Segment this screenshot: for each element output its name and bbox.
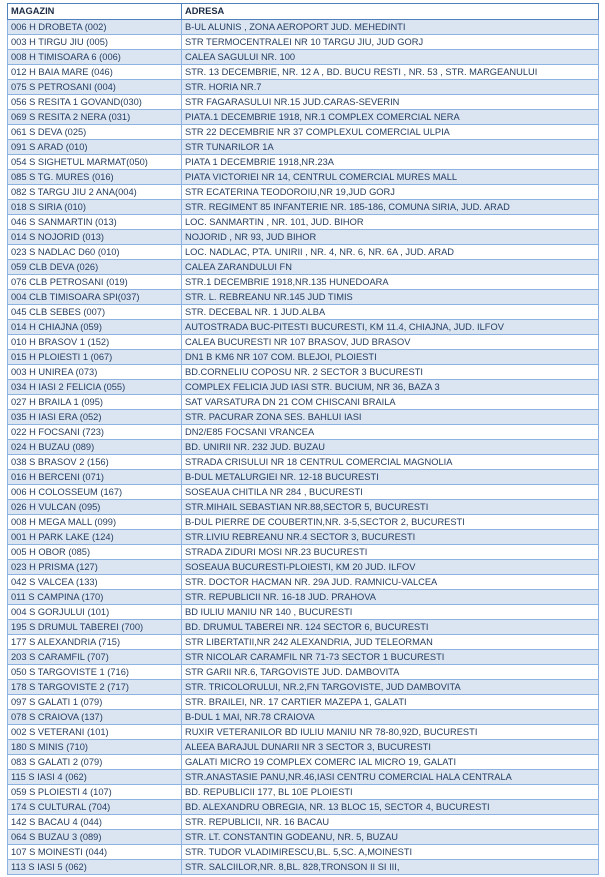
store-address-cell: ALEEA BARAJUL DUNARII NR 3 SECTOR 3, BUCURESTI <box>182 740 599 755</box>
store-name-cell: 003 H TIRGU JIU (005) <box>8 35 182 50</box>
store-name-cell: 018 S SIRIA (010) <box>8 200 182 215</box>
store-name-cell: 113 S IASI 5 (062) <box>8 860 182 875</box>
store-name-cell: 195 S DRUMUL TABEREI (700) <box>8 620 182 635</box>
store-address-cell: STR LIBERTATII,NR 242 ALEXANDRIA, JUD TELEORMAN <box>182 635 599 650</box>
store-address-cell: COMPLEX FELICIA JUD IASI STR. BUCIUM, NR 36, BAZA 3 <box>182 380 599 395</box>
store-address-cell: CALEA BUCURESTI NR 107 BRASOV, JUD BRASOV <box>182 335 599 350</box>
store-address-cell: STR. TUDOR VLADIMIRESCU,BL. 5,SC. A,MOINESTI <box>182 845 599 860</box>
table-row <box>8 65 599 80</box>
store-address-cell: STR ECATERINA TEODOROIU,NR 19,JUD GORJ <box>182 185 599 200</box>
store-address-cell: PIATA.1 DECEMBRIE 1918, NR.1 COMPLEX COMERCIAL NERA <box>182 110 599 125</box>
store-address-cell: GALATI MICRO 19 COMPLEX COMERC IAL MICRO 19, GALATI <box>182 755 599 770</box>
store-name-cell: 034 H IASI 2 FELICIA (055) <box>8 380 182 395</box>
store-name-cell: 027 H BRAILA 1 (095) <box>8 395 182 410</box>
table-row <box>8 560 599 575</box>
table-row <box>8 770 599 785</box>
store-name-cell: 054 S SIGHETUL MARMAT(050) <box>8 155 182 170</box>
table-row <box>8 605 599 620</box>
store-name-cell: 045 CLB SEBES (007) <box>8 305 182 320</box>
table-row <box>8 125 599 140</box>
table-row <box>8 455 599 470</box>
table-row <box>8 635 599 650</box>
store-name-cell: 064 S BUZAU 3 (089) <box>8 830 182 845</box>
store-name-cell: 024 H BUZAU (089) <box>8 440 182 455</box>
table-row <box>8 50 599 65</box>
table-row <box>8 785 599 800</box>
table-row <box>8 800 599 815</box>
store-address-cell: STR. LT. CONSTANTIN GODEANU, NR. 5, BUZAU <box>182 830 599 845</box>
store-name-cell: 008 H TIMISOARA 6 (006) <box>8 50 182 65</box>
store-name-cell: 046 S SANMARTIN (013) <box>8 215 182 230</box>
store-name-cell: 061 S DEVA (025) <box>8 125 182 140</box>
table-row <box>8 680 599 695</box>
store-name-cell: 003 H UNIREA (073) <box>8 365 182 380</box>
store-address-cell: B-UL ALUNIS , ZONA AEROPORT JUD. MEHEDINTI <box>182 20 599 35</box>
store-name-cell: 011 S CAMPINA (170) <box>8 590 182 605</box>
table-row <box>8 710 599 725</box>
store-name-cell: 022 H FOCSANI (723) <box>8 425 182 440</box>
store-address-cell: STR. PACURAR ZONA SES. BAHLUI IASI <box>182 410 599 425</box>
table-row <box>8 395 599 410</box>
table-row <box>8 590 599 605</box>
store-address-cell: LOC. NADLAC, PTA. UNIRII , NR. 4, NR. 6, NR. 6A , JUD. ARAD <box>182 245 599 260</box>
store-address-cell: DN2/E85 FOCSANI VRANCEA <box>182 425 599 440</box>
store-name-cell: 015 H PLOIESTI 1 (067) <box>8 350 182 365</box>
store-name-cell: 142 S BACAU 4 (044) <box>8 815 182 830</box>
store-name-cell: 006 H COLOSSEUM (167) <box>8 485 182 500</box>
store-address-cell: CALEA SAGULUI NR. 100 <box>182 50 599 65</box>
store-name-cell: 078 S CRAIOVA (137) <box>8 710 182 725</box>
table-row <box>8 230 599 245</box>
store-address-cell: STR.1 DECEMBRIE 1918,NR.135 HUNEDOARA <box>182 275 599 290</box>
store-address-cell: STR. HORIA NR.7 <box>182 80 599 95</box>
store-name-cell: 006 H DROBETA (002) <box>8 20 182 35</box>
store-name-cell: 097 S GALATI 1 (079) <box>8 695 182 710</box>
table-row <box>8 200 599 215</box>
store-name-cell: 180 S MINIS (710) <box>8 740 182 755</box>
store-name-cell: 005 H OBOR (085) <box>8 545 182 560</box>
table-row <box>8 95 599 110</box>
store-address-cell: BD. UNIRII NR. 232 JUD. BUZAU <box>182 440 599 455</box>
store-name-cell: 203 S CARAMFIL (707) <box>8 650 182 665</box>
store-name-cell: 091 S ARAD (010) <box>8 140 182 155</box>
store-name-cell: 023 S NADLAC D60 (010) <box>8 245 182 260</box>
store-address-cell: STR. DOCTOR HACMAN NR. 29A JUD. RAMNICU-VALCEA <box>182 575 599 590</box>
table-row <box>8 500 599 515</box>
store-address-cell: LOC. SANMARTIN , NR. 101, JUD. BIHOR <box>182 215 599 230</box>
table-row <box>8 845 599 860</box>
table-row <box>8 215 599 230</box>
store-name-cell: 056 S RESITA 1 GOVAND(030) <box>8 95 182 110</box>
store-name-cell: 069 S RESITA 2 NERA (031) <box>8 110 182 125</box>
store-address-cell: STR. 13 DECEMBRIE, NR. 12 A , BD. BUCU RESTI , NR. 53 , STR. MARGEANULUI <box>182 65 599 80</box>
store-name-cell: 115 S IASI 4 (062) <box>8 770 182 785</box>
store-address-cell: STRADA ZIDURI MOSI NR.23 BUCURESTI <box>182 545 599 560</box>
store-address-cell: STRADA CRISULUI NR 18 CENTRUL COMERCIAL MAGNOLIA <box>182 455 599 470</box>
table-header-row <box>8 4 599 20</box>
store-name-cell: 076 CLB PETROSANI (019) <box>8 275 182 290</box>
store-address-cell: STR. TRICOLORULUI, NR.2,FN TARGOVISTE, JUD DAMBOVITA <box>182 680 599 695</box>
store-address-cell: PIATA 1 DECEMBRIE 1918,NR.23A <box>182 155 599 170</box>
store-address-cell: STR GARII NR.6, TARGOVISTE JUD. DAMBOVITA <box>182 665 599 680</box>
store-address-cell: STR. DECEBAL NR. 1 JUD.ALBA <box>182 305 599 320</box>
table-row <box>8 380 599 395</box>
store-address-cell: SOSEAUA BUCURESTI-PLOIESTI, KM 20 JUD. ILFOV <box>182 560 599 575</box>
store-table <box>7 3 599 875</box>
store-name-cell: 059 CLB DEVA (026) <box>8 260 182 275</box>
table-row <box>8 155 599 170</box>
store-name-cell: 178 S TARGOVISTE 2 (717) <box>8 680 182 695</box>
table-row <box>8 350 599 365</box>
store-name-cell: 075 S PETROSANI (004) <box>8 80 182 95</box>
store-address-cell: STR 22 DECEMBRIE NR 37 COMPLEXUL COMERCIAL ULPIA <box>182 125 599 140</box>
store-address-sheet <box>7 3 598 875</box>
store-address-cell: AUTOSTRADA BUC-PITESTI BUCURESTI, KM 11.4, CHIAJNA, JUD. ILFOV <box>182 320 599 335</box>
store-address-cell: STR. REPUBLICII, NR. 16 BACAU <box>182 815 599 830</box>
table-row <box>8 335 599 350</box>
store-address-cell: B-DUL 1 MAI, NR.78 CRAIOVA <box>182 710 599 725</box>
store-name-cell: 002 S VETERANI (101) <box>8 725 182 740</box>
store-name-cell: 082 S TARGU JIU 2 ANA(004) <box>8 185 182 200</box>
column-header-magazin: MAGAZIN <box>8 4 182 20</box>
store-name-cell: 085 S TG. MURES (016) <box>8 170 182 185</box>
table-row <box>8 305 599 320</box>
table-row <box>8 410 599 425</box>
store-name-cell: 001 H PARK LAKE (124) <box>8 530 182 545</box>
store-address-cell: RUXIR VETERANILOR BD IULIU MANIU NR 78-80,92D, BUCURESTI <box>182 725 599 740</box>
table-row <box>8 110 599 125</box>
store-name-cell: 004 S GORJULUI (101) <box>8 605 182 620</box>
table-row <box>8 260 599 275</box>
store-address-cell: STR. BRAILEI, NR. 17 CARTIER MAZEPA 1, GALATI <box>182 695 599 710</box>
store-name-cell: 035 H IASI ERA (052) <box>8 410 182 425</box>
table-row <box>8 665 599 680</box>
store-address-cell: STR.ANASTASIE PANU,NR.46,IASI CENTRU COMERCIAL HALA CENTRALA <box>182 770 599 785</box>
store-address-cell: STR TERMOCENTRALEI NR 10 TARGU JIU, JUD GORJ <box>182 35 599 50</box>
table-row <box>8 440 599 455</box>
table-row <box>8 815 599 830</box>
table-row <box>8 185 599 200</box>
store-name-cell: 010 H BRASOV 1 (152) <box>8 335 182 350</box>
store-address-cell: STR FAGARASULUI NR.15 JUD.CARAS-SEVERIN <box>182 95 599 110</box>
store-address-cell: DN1 B KM6 NR 107 COM. BLEJOI, PLOIESTI <box>182 350 599 365</box>
store-name-cell: 083 S GALATI 2 (079) <box>8 755 182 770</box>
table-row <box>8 575 599 590</box>
table-row <box>8 275 599 290</box>
table-row <box>8 170 599 185</box>
store-name-cell: 038 S BRASOV 2 (156) <box>8 455 182 470</box>
table-row <box>8 695 599 710</box>
table-row <box>8 545 599 560</box>
table-row <box>8 530 599 545</box>
store-address-cell: NOJORID , NR 93, JUD BIHOR <box>182 230 599 245</box>
table-body <box>8 20 599 875</box>
table-row <box>8 245 599 260</box>
store-address-cell: STR.MIHAIL SEBASTIAN NR.88,SECTOR 5, BUCURESTI <box>182 500 599 515</box>
store-address-cell: STR. L. REBREANU NR.145 JUD TIMIS <box>182 290 599 305</box>
table-row <box>8 485 599 500</box>
table-row <box>8 725 599 740</box>
column-header-adresa: ADRESA <box>182 4 599 20</box>
store-address-cell: BD.CORNELIU COPOSU NR. 2 SECTOR 3 BUCURESTI <box>182 365 599 380</box>
store-name-cell: 014 H CHIAJNA (059) <box>8 320 182 335</box>
table-row <box>8 365 599 380</box>
store-name-cell: 012 H BAIA MARE (046) <box>8 65 182 80</box>
table-row <box>8 20 599 35</box>
store-name-cell: 004 CLB TIMISOARA SPI(037) <box>8 290 182 305</box>
store-address-cell: PIATA VICTORIEI NR 14, CENTRUL COMERCIAL MURES MALL <box>182 170 599 185</box>
store-address-cell: SOSEAUA CHITILA NR 284 , BUCURESTI <box>182 485 599 500</box>
store-address-cell: B-DUL METALURGIEI NR. 12-18 BUCURESTI <box>182 470 599 485</box>
table-row <box>8 755 599 770</box>
table-row <box>8 515 599 530</box>
table-row <box>8 425 599 440</box>
store-address-cell: STR. REGIMENT 85 INFANTERIE NR. 185-186, COMUNA SIRIA, JUD. ARAD <box>182 200 599 215</box>
store-address-cell: STR TUNARILOR 1A <box>182 140 599 155</box>
store-address-cell: SAT VARSATURA DN 21 COM CHISCANI BRAILA <box>182 395 599 410</box>
store-name-cell: 016 H BERCENI (071) <box>8 470 182 485</box>
table-row <box>8 140 599 155</box>
table-row <box>8 35 599 50</box>
store-name-cell: 042 S VALCEA (133) <box>8 575 182 590</box>
store-name-cell: 008 H MEGA MALL (099) <box>8 515 182 530</box>
store-name-cell: 050 S TARGOVISTE 1 (716) <box>8 665 182 680</box>
table-row <box>8 740 599 755</box>
store-name-cell: 174 S CULTURAL (704) <box>8 800 182 815</box>
store-address-cell: STR NICOLAR CARAMFIL NR 71-73 SECTOR 1 BUCURESTI <box>182 650 599 665</box>
table-row <box>8 650 599 665</box>
table-row <box>8 830 599 845</box>
store-address-cell: BD. REPUBLICII 177, BL 10E PLOIESTI <box>182 785 599 800</box>
store-name-cell: 107 S MOINESTI (044) <box>8 845 182 860</box>
store-name-cell: 023 H PRISMA (127) <box>8 560 182 575</box>
table-row <box>8 80 599 95</box>
store-address-cell: STR.LIVIU REBREANU NR.4 SECTOR 3, BUCURESTI <box>182 530 599 545</box>
table-row <box>8 320 599 335</box>
table-row <box>8 290 599 305</box>
store-address-cell: CALEA ZARANDULUI FN <box>182 260 599 275</box>
store-name-cell: 177 S ALEXANDRIA (715) <box>8 635 182 650</box>
store-address-cell: BD. ALEXANDRU OBREGIA, NR. 13 BLOC 15, SECTOR 4, BUCURESTI <box>182 800 599 815</box>
table-row <box>8 860 599 875</box>
store-address-cell: BD IULIU MANIU NR 140 , BUCURESTI <box>182 605 599 620</box>
table-row <box>8 470 599 485</box>
store-name-cell: 026 H VULCAN (095) <box>8 500 182 515</box>
store-name-cell: 059 S PLOIESTI 4 (107) <box>8 785 182 800</box>
store-address-cell: STR. REPUBLICII NR. 16-18 JUD. PRAHOVA <box>182 590 599 605</box>
store-address-cell: STR. SALCIILOR,NR. 8,BL. 828,TRONSON II SI III, <box>182 860 599 875</box>
store-name-cell: 014 S NOJORID (013) <box>8 230 182 245</box>
store-address-cell: BD. DRUMUL TABEREI NR. 124 SECTOR 6, BUCURESTI <box>182 620 599 635</box>
table-row <box>8 620 599 635</box>
store-address-cell: B-DUL PIERRE DE COUBERTIN,NR. 3-5,SECTOR 2, BUCURESTI <box>182 515 599 530</box>
